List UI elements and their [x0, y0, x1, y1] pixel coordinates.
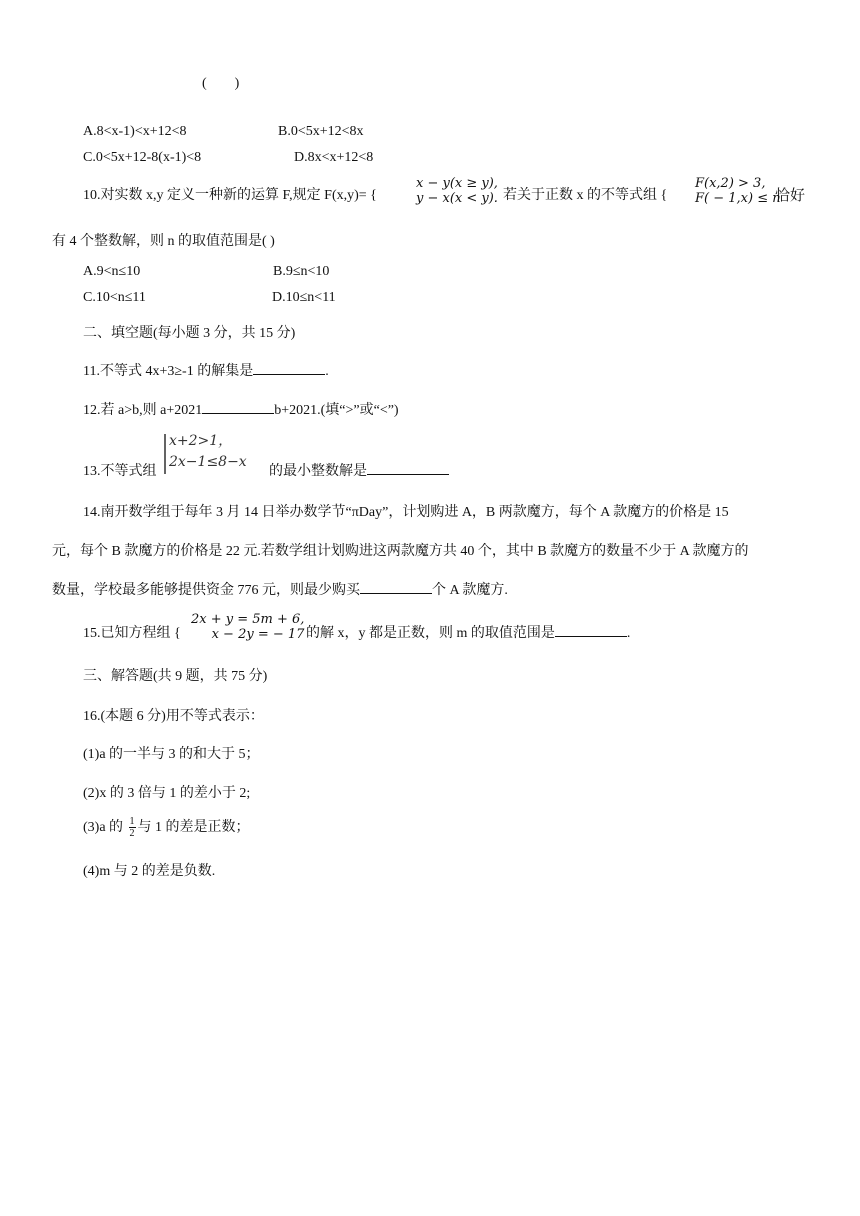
q15-text-b-label: 的解 x，y 都是正数，则 m 的取值范围是 — [306, 626, 555, 641]
q16-part-4: (4)m 与 2 的差是负数. — [83, 864, 216, 879]
q14-line3a: 数量，学校最多能够提供资金 776 元，则最少购买 — [52, 583, 360, 598]
q11-answer-blank[interactable] — [253, 362, 325, 375]
q15-text-a: 15.已知方程组 { — [83, 626, 181, 641]
q15-text-b — [306, 622, 630, 642]
q10-line2: 有 4 个整数解，则 n 的取值范围是( ) — [52, 234, 275, 249]
q10-option-b: B.9≤n<10 — [273, 264, 330, 279]
q9-option-a: A.8<x-1)<x+12<8 — [83, 124, 187, 139]
q10-text-a: 10.对实数 x,y 定义一种新的运算 F,规定 F(x,y)= { — [83, 188, 377, 203]
q9-answer-paren: ( ) — [202, 76, 240, 91]
q12-answer-blank[interactable] — [202, 401, 274, 414]
q14-line1: 14.南开数学组于每年 3 月 14 日举办数学节“πDay”，计划购进 A，B 两款魔方，每个 A 款魔方的价格是 15 — [83, 505, 729, 520]
q16-part-3a: (3)a 的 — [83, 820, 127, 835]
q9-option-b: B.0<5x+12<8x — [278, 124, 364, 139]
q15-end: . — [626, 626, 631, 641]
q13-system-image — [162, 430, 266, 478]
q16-part-3 — [83, 816, 250, 839]
q12-text-b: b+2021.(填“>”或“<”) — [274, 403, 399, 418]
q14-line3 — [52, 579, 508, 599]
q13-sys-1: x+2>1， — [169, 433, 233, 449]
q13-sys-2: 2x−1≤8−x — [169, 454, 247, 470]
q16-part-1: (1)a 的一半与 3 的和大于 5； — [83, 747, 260, 762]
section-3-heading: 三、解答题(共 9 题，共 75 分) — [83, 669, 268, 684]
q15-answer-blank[interactable] — [555, 624, 627, 637]
q10-case-2: y − x(x < y). — [416, 191, 498, 206]
q13-answer-blank[interactable] — [367, 462, 449, 475]
q12 — [83, 399, 399, 419]
q9-option-c: C.0<5x+12-8(x-1)<8 — [83, 150, 202, 165]
q16-fraction-num: 1 — [129, 816, 135, 828]
q13-text-b-label: 的最小整数解是 — [269, 464, 367, 479]
q10-sys-1: F(x,2) > 3, — [695, 176, 766, 191]
q10-text-c: 恰好 — [775, 188, 806, 204]
q16-part-3b: 与 1 的差是正数； — [137, 820, 250, 835]
q10-case-1: x − y(x ≥ y), — [416, 176, 498, 191]
q11-text: 11.不等式 4x+3≥-1 的解集是 — [83, 364, 254, 379]
q11-end: . — [325, 364, 329, 379]
q14-answer-blank[interactable] — [360, 581, 432, 594]
q15-equation-system — [191, 612, 304, 642]
q11 — [83, 360, 329, 380]
q10-option-a: A.9<n≤10 — [83, 264, 141, 279]
q16-fraction-den: 2 — [129, 828, 135, 840]
q13-text-b — [269, 460, 449, 480]
q10-sys-2: F( − 1,x) ≤ n — [695, 191, 781, 206]
q10-text-b: 若关于正数 x 的不等式组 { — [503, 188, 668, 203]
q15-eq-1: 2x + y = 5m + 6, — [191, 612, 305, 627]
q13-text-a: 13.不等式组 — [83, 464, 157, 479]
q16-fraction-half — [129, 816, 136, 839]
q10-inequality-system — [695, 176, 781, 206]
q14-line2: 元，每个 B 款魔方的价格是 22 元.若数学组计划购进这两款魔方共 40 个，其中 B 款魔方的数量不少于 A 款魔方的 — [52, 544, 749, 559]
q10-operation-cases — [416, 176, 498, 206]
q16-title: 16.(本题 6 分)用不等式表示： — [83, 709, 264, 724]
q10-option-d: D.10≤n<11 — [272, 290, 336, 305]
q9-option-d: D.8x<x+12<8 — [294, 150, 374, 165]
q14-line3b: 个 A 款魔方. — [432, 583, 508, 598]
section-2-heading: 二、填空题(每小题 3 分，共 15 分) — [83, 326, 296, 341]
q12-text-a: 12.若 a>b,则 a+2021 — [83, 403, 203, 418]
q16-part-2: (2)x 的 3 倍与 1 的差小于 2; — [83, 786, 251, 801]
q10-option-c: C.10<n≤11 — [83, 290, 146, 305]
q15-eq-2: x − 2y = − 17 — [211, 627, 305, 642]
